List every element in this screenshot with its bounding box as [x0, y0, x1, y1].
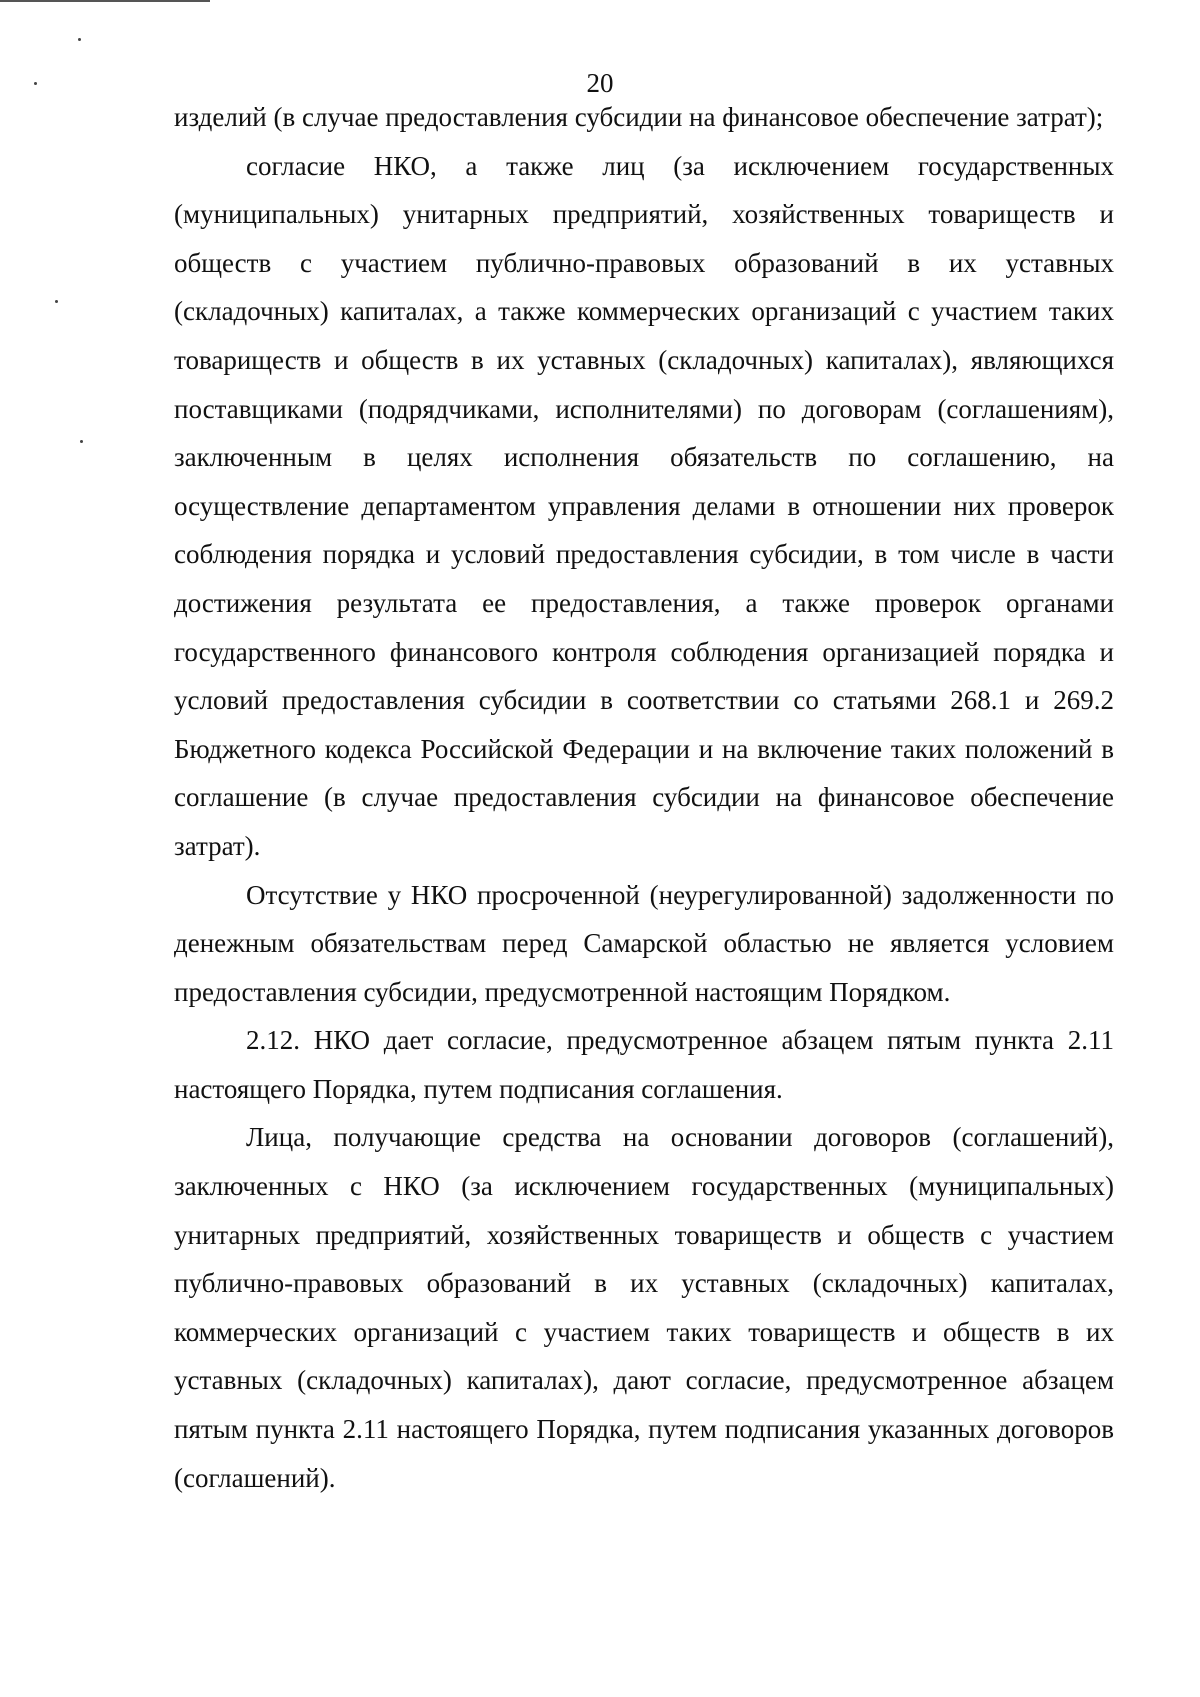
page-body	[174, 93, 1114, 1502]
paragraph-continuation: изделий (в случае предоставления субсидии на финансовое обеспечение затрат);	[174, 102, 1104, 132]
scan-speck	[80, 440, 83, 443]
paragraph-consent-clause: согласие НКО, а также лиц (за исключением государственных (муниципальных) унитарных предприятий, хозяйственных товариществ и обществ с участием публично-правовых образований в их уставных (складочных) капиталах, а также коммерческих организаций с участием таких товариществ и обществ в их уставных (складочных) капиталах), являющихся поставщиками (подрядчиками, исполнителями) по договорам (соглашениям), заключенным в целях исполнения обязательств по соглашению, на осуществление департаментом управления делами в отношении них проверок соблюдения порядка и условий предоставления субсидии, в том числе в части достижения результата ее предоставления, а также проверок органами государственного финансового контроля соблюдения организацией порядка и условий предоставления субсидии в соответствии со статьями 268.1 и 269.2 Бюджетного кодекса Российской Федерации и на включение таких положений в соглашение (в случае предоставления субсидии на финансовое обеспечение затрат).	[174, 150, 1114, 861]
scan-speck	[78, 38, 81, 41]
page-number: 20	[586, 68, 614, 98]
scan-edge-line	[0, 0, 210, 2]
paragraph-debt-clause: Отсутствие у НКО просроченной (неурегулированной) задолженности по денежным обязательствам перед Самарской областью не является условием предоставления субсидии, предусмотренной настоящим Порядком.	[174, 879, 1114, 1007]
scan-speck	[55, 300, 58, 303]
paragraph-section-2-12: 2.12. НКО дает согласие, предусмотренное абзацем пятым пункта 2.11 настоящего Порядка, путем подписания соглашения.	[174, 1025, 1114, 1104]
paragraph-contractors-consent: Лица, получающие средства на основании договоров (соглашений), заключенных с НКО (за исключением государственных (муниципальных) унитарных предприятий, хозяйственных товариществ и обществ с участием публично-правовых образований в их уставных (складочных) капиталах, коммерческих организаций с участием таких товариществ и обществ в их уставных (складочных) капиталах), дают согласие, предусмотренное абзацем пятым пункта 2.11 настоящего Порядка, путем подписания указанных договоров (соглашений).	[174, 1122, 1114, 1493]
